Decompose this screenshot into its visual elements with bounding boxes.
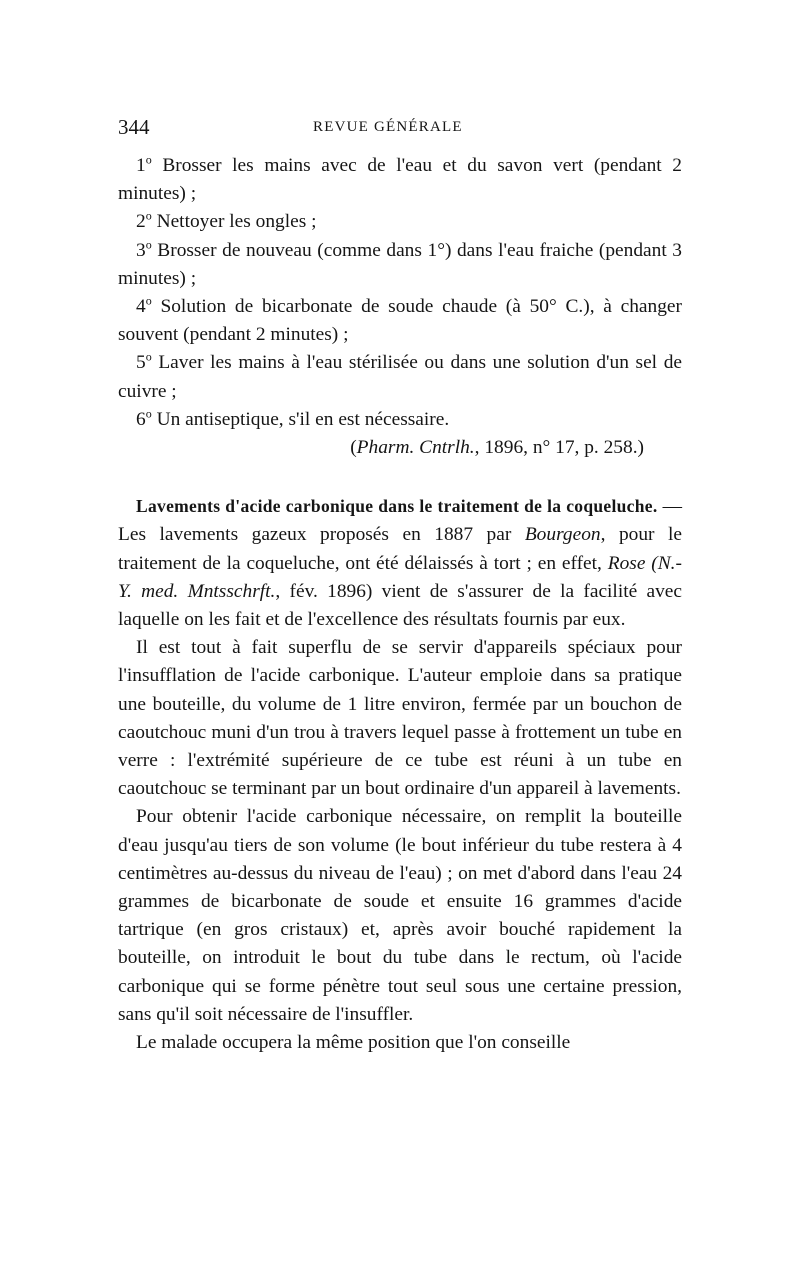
citation-journal: Pharm. Cntrlh. — [356, 437, 475, 459]
author-name: Bourgeon — [524, 524, 601, 546]
author-reference: Rose (N.-Y. med. Mntsschrft. — [118, 552, 682, 602]
page-number: 344 — [118, 115, 150, 139]
list-item: 4$^o$ Solution de bicarbonate de soude chaude (à 50° C.), à changer souvent (pendant 2 minutes) ; — [118, 293, 682, 346]
list-item: 2$^o$ Nettoyer les ongles ; — [136, 208, 317, 233]
citation-details: , 1896, n° 17, p. 258.) — [474, 437, 644, 459]
page-body — [118, 152, 682, 1057]
section-gap — [118, 462, 682, 492]
page-header — [118, 115, 682, 139]
section-title: Lavements d'acide carbonique dans le traitement de la coqueluche. — [136, 496, 658, 517]
running-title: REVUE GÉNÉRALE — [313, 119, 463, 135]
section-paragraph-2: Il est tout à fait superflu de se servir d'appareils spéciaux pour l'insufflation de l'acide carbonique. L'auteur emploie dans sa pratique une bouteille, du volume de 1 litre environ, fermée par un bouchon de caoutchouc muni d'un trou à travers lequel passe à frottement un tube en verre : l'extrémité supérieure de ce tube est réuni à un tube en caoutchouc se terminant par un bout ordinaire d'un appareil à lavements. — [118, 637, 682, 800]
list-item: 5$^o$ Laver les mains à l'eau stérilisée ou dans une solution d'un sel de cuivre ; — [118, 349, 682, 402]
list-item: 3$^o$ Brosser de nouveau (comme dans 1°) dans l'eau fraiche (pendant 3 minutes) ; — [118, 237, 682, 289]
section-paragraph-4: Le malade occupera la même position que l'on conseille — [136, 1032, 571, 1054]
section-paragraph-3: Pour obtenir l'acide carbonique nécessaire, on remplit la bouteille d'eau jusqu'au tiers de son volume (le bout inférieur du tube restera à 4 centimètres au-dessus du niveau de l'eau) ; on met d'abord dans l'eau 24 grammes de bicarbonate de soude et ensuite 16 grammes d'acide tartrique (en gros cristaux) et, après avoir bouché rapidement la bouteille, on introduit le bout du tube dans le rectum, où l'acide carbonique qui se forme pénètre tout seul sous une certaine pression, sans qu'il soit nécessaire de l'insuffler. — [118, 806, 682, 1025]
list-item: 6$^o$ Un antiseptique, s'il en est nécessaire. — [136, 406, 450, 430]
section-paragraph-1: Lavements d'acide carbonique dans le traitement de la coqueluche. — Les lavements gazeux proposés en 1887 par Bourgeon, pour le traitement de la coqueluche, ont été délaissés à tort ; en effet, Rose (N.-Y. med. Mntsschrft., fév. 1896) vient de s'assurer de la facilité avec laquelle on les fait et de l'excellence des résultats fournis par eux. — [118, 496, 683, 631]
list-item: 1$^o$ Brosser les mains avec de l'eau et du savon vert (pendant 2 minutes) ; — [118, 152, 682, 205]
citation: (Pharm. Cntrlh., 1896, n° 17, p. 258.) — [350, 437, 644, 459]
